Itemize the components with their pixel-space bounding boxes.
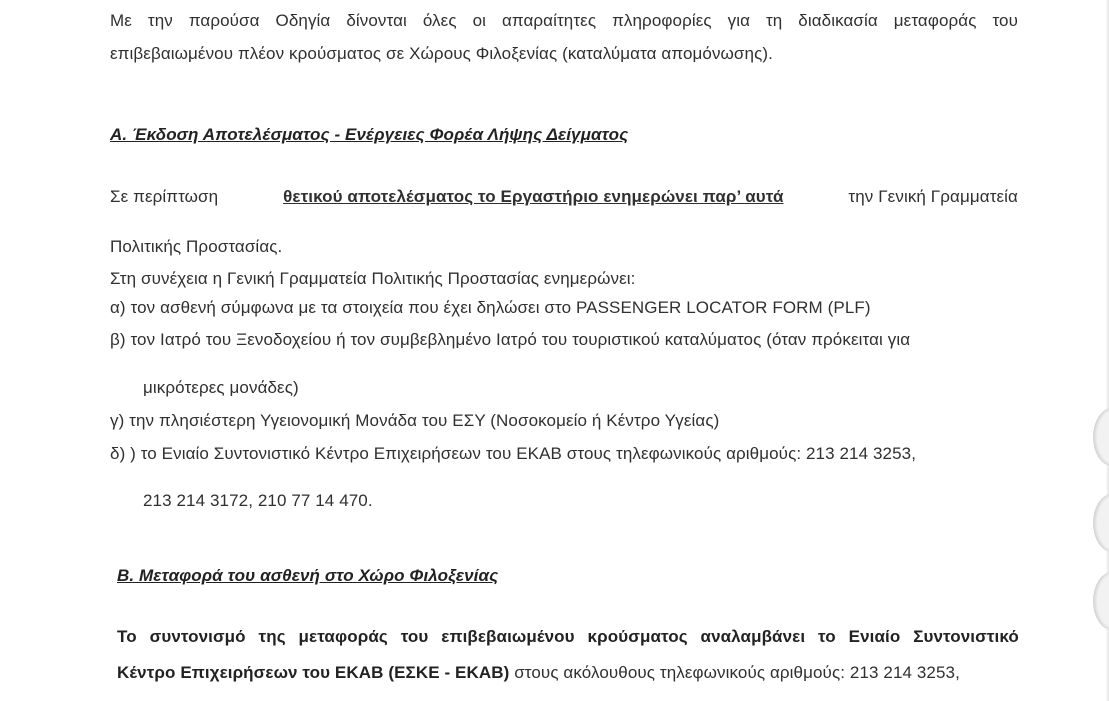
section-a-paragraph-1-line-2: Πολιτικής Προστασίας.	[110, 237, 283, 256]
list-item-b-line-2: μικρότερες μονάδες)	[143, 378, 299, 397]
section-b-paragraph-line-1	[117, 626, 1019, 648]
adjacent-page-fragment-3	[1093, 572, 1109, 630]
intro-line-1-text: Με την παρούσα Οδηγία δίνονται όλες οι απαραίτητες πληροφορίες για τη διαδικασία μεταφοράς του	[110, 11, 1018, 30]
list-item-d-line-2: 213 214 3172, 210 77 14 470.	[143, 491, 373, 510]
phone-numbers-text: στους ακόλουθους τηλεφωνικούς αριθμούς: 213 214 3253,	[509, 663, 960, 682]
list-item-a: α) τον ασθενή σύμφωνα με τα στοιχεία που έχει δηλώσει στο PASSENGER LOCATOR FORM (PLF)	[110, 298, 871, 317]
section-b-heading: Β. Μεταφορά του ασθενή στο Χώρο Φιλοξενίας	[117, 566, 499, 585]
list-item-b-line-1: β) τον Ιατρό του Ξενοδοχείου ή τον συμβεβλημένο Ιατρό του τουριστικού καταλύματος (όταν πρόκειται για	[110, 330, 911, 349]
section-a-paragraph-2: Στη συνέχεια η Γενική Γραμματεία Πολιτικής Προστασίας ενημερώνει:	[110, 269, 636, 288]
section-a-paragraph-1	[110, 186, 1018, 208]
list-item-d-line-1: δ) ) το Ενιαίο Συντονιστικό Κέντρο Επιχειρήσεων του ΕΚΑΒ στους τηλεφωνικούς αριθμούς: 213 214 3253,	[110, 444, 917, 463]
adjacent-page-fragment-2	[1093, 494, 1109, 552]
section-b-paragraph-line-1-text: Το συντονισμό της μεταφοράς του επιβεβαιωμένου κρούσματος αναλαμβάνει το Ενιαίο Συντονιστικό	[117, 627, 1019, 646]
emphasis-text: θετικού αποτελέσματος το Εργαστήριο ενημερώνει παρ’ αυτά	[283, 187, 784, 206]
section-b-paragraph-line-2	[117, 662, 960, 684]
section-a-heading: Α. Έκδοση Αποτελέσματος - Ενέργειες Φορέα Λήψης Δείγματος	[110, 125, 629, 144]
paragraph-prefix: Σε περίπτωση	[110, 187, 219, 206]
intro-line-2: επιβεβαιωμένου πλέον κρούσματος σε Χώρους Φιλοξενίας (καταλύματα απομόνωσης).	[110, 44, 773, 63]
adjacent-page-fragment-1	[1093, 408, 1109, 466]
paragraph-suffix: την Γενική Γραμματεία	[848, 187, 1018, 206]
organization-name: Κέντρο Επιχειρήσεων του ΕΚΑΒ (ΕΣΚΕ - ΕΚΑΒ)	[117, 663, 510, 682]
intro-line-1	[110, 10, 1018, 32]
list-item-c: γ) την πλησιέστερη Υγειονομική Μονάδα του ΕΣΥ (Νοσοκομείο ή Κέντρο Υγείας)	[110, 411, 720, 430]
